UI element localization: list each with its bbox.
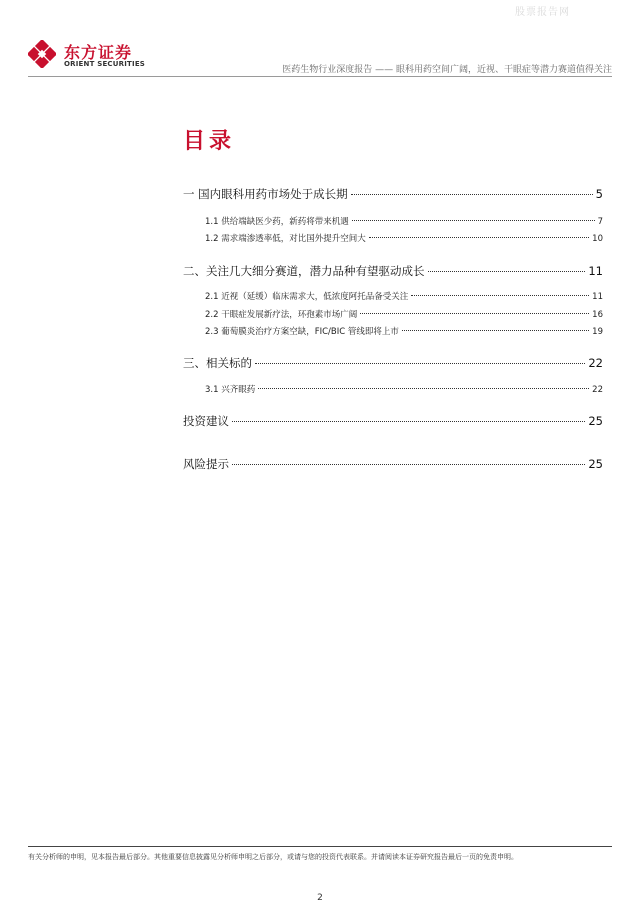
toc-entry-text: 2.2 干眼症发展新疗法，环孢素市场广阔 [205, 310, 358, 320]
toc-entry-page: 22 [588, 356, 603, 370]
dot-leader [258, 388, 589, 389]
toc-title: 目录 [183, 129, 236, 154]
toc-entry-text: 三、相关标的 [183, 356, 252, 370]
footer-divider [28, 846, 612, 847]
orient-securities-logo-icon [28, 40, 56, 68]
toc-entry-page: 25 [588, 414, 603, 428]
dot-leader [255, 363, 585, 364]
toc-entry-1-1[interactable] [183, 215, 603, 227]
page-number: 2 [317, 893, 323, 903]
toc-entry-page: 16 [592, 310, 603, 320]
toc-entry-text: 投资建议 [183, 414, 229, 428]
toc-entry-risk-warning[interactable] [183, 456, 603, 472]
logo-chinese-name: 东方证券 [64, 43, 133, 62]
toc-entry-page: 10 [592, 234, 603, 244]
dot-leader [428, 271, 586, 272]
dot-leader [402, 330, 589, 331]
logo-english-name: ORIENT SECURITIES [64, 60, 146, 68]
header-divider [28, 76, 612, 77]
toc-entry-text: 二、关注几大细分赛道，潜力品种有望驱动成长 [183, 264, 425, 278]
toc-entry-page: 22 [592, 385, 603, 395]
toc-entry-text: 一 国内眼科用药市场处于成长期 [183, 187, 348, 201]
page-header [28, 38, 612, 82]
toc-entry-text: 2.3 葡萄膜炎治疗方案空缺，FIC/BIC 管线即将上市 [205, 327, 399, 337]
toc-entry-2-2[interactable] [183, 308, 603, 320]
dot-leader [352, 220, 595, 221]
toc-entry-text: 1.2 需求端渗透率低，对比国外提升空间大 [205, 234, 366, 244]
toc-entry-text: 3.1 兴齐眼药 [205, 385, 256, 395]
toc-entry-text: 风险提示 [183, 457, 229, 471]
footer-disclaimer: 有关分析师的申明，见本报告最后部分。其他重要信息披露见分析师申明之后部分，或请与您的投资代表联系。并请阅读本证券研究报告最后一页的免责申明。 [28, 853, 518, 861]
dot-leader [232, 464, 585, 465]
toc-entry-page: 7 [597, 217, 603, 227]
toc-entry-page: 5 [595, 187, 603, 201]
toc-entry-page: 11 [592, 292, 603, 302]
toc-entry-section-2[interactable] [183, 263, 603, 279]
toc-entry-section-1[interactable] [183, 186, 603, 202]
dot-leader [232, 421, 585, 422]
toc-entry-text: 2.1 近视（延缓）临床需求大，低浓度阿托品备受关注 [205, 292, 409, 302]
toc-entry-2-1[interactable] [183, 290, 603, 302]
dot-leader [360, 313, 589, 314]
watermark: 股票报告网 [515, 7, 570, 18]
toc-entry-1-2[interactable] [183, 232, 603, 244]
dot-leader [369, 237, 589, 238]
toc-entry-page: 25 [588, 457, 603, 471]
dot-leader [351, 194, 593, 195]
company-logo [28, 38, 168, 74]
toc-entry-3-1[interactable] [183, 383, 603, 395]
toc-entry-page: 11 [588, 264, 603, 278]
toc-entry-text: 1.1 供给端缺医少药，新药将带来机遇 [205, 217, 349, 227]
toc-entry-page: 19 [592, 327, 603, 337]
toc-entry-investment-advice[interactable] [183, 413, 603, 429]
toc-entry-section-3[interactable] [183, 355, 603, 371]
report-title: 医药生物行业深度报告 —— 眼科用药空间广阔，近视、干眼症等潜力赛道值得关注 [282, 65, 612, 75]
dot-leader [411, 295, 589, 296]
toc-entry-2-3[interactable] [183, 325, 603, 337]
